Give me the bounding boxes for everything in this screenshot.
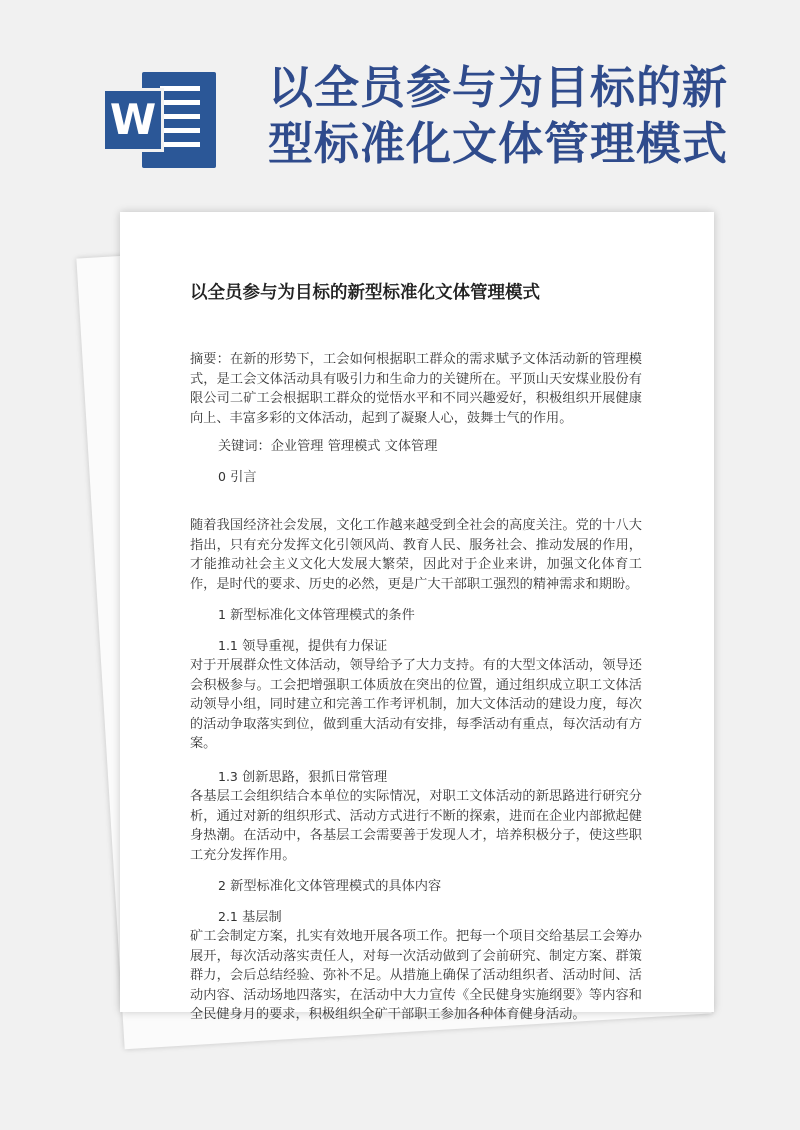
intro-number: 0 — [218, 468, 226, 484]
subsection-1-3-paragraph: 各基层工会组织结合本单位的实际情况，对职工文体活动的新思路进行研究分析，通过对新的组织形式、活动方式进行不断的探索，进而在企业内部掀起健身热潮。在活动中，各基层工会需要善于发现人才，培养积极分子，使这些职工充分发挥作用。 — [190, 789, 642, 863]
document-title: 以全员参与为目标的新型标准化文体管理模式 — [190, 283, 540, 303]
section1-heading — [190, 605, 642, 626]
section1-heading-text: 新型标准化文体管理模式的条件 — [230, 608, 415, 623]
banner-title-line2: 型标准化文体管理模式 — [268, 117, 729, 170]
subsection-2-1-paragraph: 矿工会制定方案，扎实有效地开展各项工作。把每一个项目交给基层工会筹办展开，每次活动落实责任人，对每一次活动做到了会前研究、制定方案、群策群力，会后总结经验、弥补不足。从措施上确保了活动组织者、活动时间、活动内容、活动场地四落实，在活动中大力宣传《全民健身实施纲要》等内容和全民健身月的要求，积极组织全矿干部职工参加各种体育健身活动。 — [190, 929, 642, 1022]
intro-heading-text: 引言 — [230, 469, 257, 485]
section2-number: 2 — [218, 878, 226, 893]
subsection-1-3-heading-text: 创新思路，狠抓日常管理 — [242, 769, 388, 785]
intro-heading — [190, 467, 642, 488]
word-document-icon — [102, 72, 220, 168]
subsection-1-3-heading — [190, 767, 642, 788]
word-w-letter: W — [102, 88, 164, 152]
section2-heading-text: 新型标准化文体管理模式的具体内容 — [230, 879, 442, 894]
document-body — [190, 280, 642, 1025]
abstract-paragraph: 摘要：在新的形势下，工会如何根据职工群众的需求赋予文体活动新的管理模式，是工会文体活动具有吸引力和生命力的关键所在。平顶山天安煤业股份有限公司二矿工会根据职工群众的觉悟水平和不同兴趣爱好，积极组织开展健康向上、丰富多彩的文体活动，起到了凝聚人心，鼓舞士气的作用。 — [190, 352, 642, 426]
banner-title-line1: 以全员参与为目标的新 — [268, 61, 729, 114]
section1-number: 1 — [218, 607, 226, 622]
subsection-1-1-heading — [190, 636, 642, 657]
banner-title — [268, 60, 768, 172]
subsection-1-1-heading-text: 领导重视，提供有力保证 — [242, 638, 388, 654]
intro-paragraph: 随着我国经济社会发展，文化工作越来越受到全社会的高度关注。党的十八大指出，只有充分发挥文化引领风尚、教育人民、服务社会、推动发展的作用，才能推动社会主义文化大发展大繁荣，因此对于企业来讲，加强文化体育工作，是时代的要求、历史的必然，更是广大干部职工强烈的精神需求和期盼。 — [190, 518, 642, 592]
section2-heading — [190, 876, 642, 897]
subsection-1-1-paragraph: 对于开展群众性文体活动，领导给予了大力支持。有的大型文体活动，领导还会积极参与。工会把增强职工体质放在突出的位置，通过组织成立职工文体活动领导小组，同时建立和完善工作考评机制，加大文体活动的建设力度，每次的活动争取落实到位，做到重大活动有安排，每季活动有重点，每次活动有方案。 — [190, 658, 642, 751]
keywords-line: 关键词：企业管理 管理模式 文体管理 — [218, 439, 438, 454]
subsection-2-1-number: 2.1 — [218, 908, 238, 924]
subsection-2-1-heading — [190, 907, 642, 928]
subsection-1-1-number: 1.1 — [218, 637, 238, 653]
subsection-2-1-heading-text: 基层制 — [242, 909, 282, 925]
subsection-1-3-number: 1.3 — [218, 768, 238, 784]
